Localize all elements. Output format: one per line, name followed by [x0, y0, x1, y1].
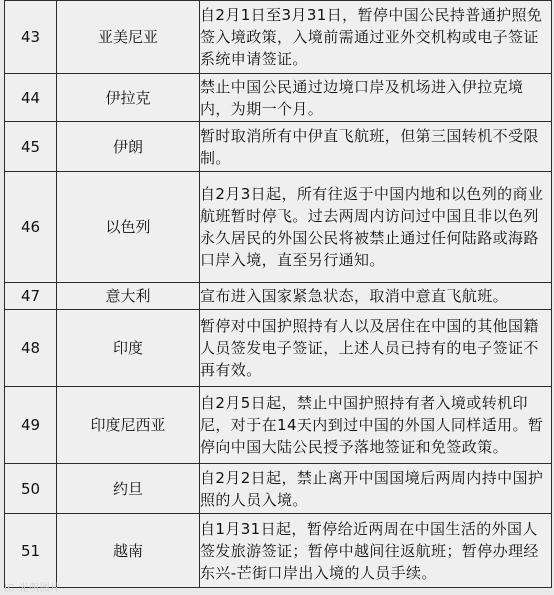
country-name: 越南: [57, 514, 200, 588]
policy-text: 自2月5日起，禁止中国护照持有者入境或转机印尼，对于在14天内到过中国的外国人同样适用。暂停向中国大陆公民授予落地签证和免签政策。: [200, 387, 552, 464]
row-number: 46: [5, 172, 57, 283]
row-number: 43: [5, 1, 57, 74]
policy-text: 禁止中国公民通过边境口岸及机场进入伊拉克境内，为期一个月。: [200, 74, 552, 122]
country-name: 印度: [57, 310, 200, 387]
row-number: 50: [5, 464, 57, 514]
row-number: 44: [5, 74, 57, 122]
row-number: 49: [5, 387, 57, 464]
entry-restrictions-table: [4, 0, 552, 588]
table-row: [5, 387, 552, 464]
table-row: [5, 172, 552, 283]
row-number: 47: [5, 283, 57, 310]
row-number: 48: [5, 310, 57, 387]
table-row: [5, 464, 552, 514]
table-row: [5, 514, 552, 588]
table-row: [5, 74, 552, 122]
country-name: 伊拉克: [57, 74, 200, 122]
table-row: [5, 122, 552, 172]
country-name: 亚美尼亚: [57, 1, 200, 74]
policy-text: 自2月3日起，所有往返于中国内地和以色列的商业航班暂时停飞。过去两周内访问过中国且非以色列永久居民的外国公民将被禁止通过任何陆路或海路口岸入境，直至另行通知。: [200, 172, 552, 283]
table-row: [5, 310, 552, 387]
policy-text: 自2月1日至3月31日，暂停中国公民持普通护照免签入境政策，入境前需通过亚外交机构或电子签证系统申请签证。: [200, 1, 552, 74]
table-row: [5, 283, 552, 310]
policy-text: 自1月31日起，暂停给近两周在中国生活的外国人签发旅游签证；暂停中越间往返航班；暂停办理经东兴-芒街口岸出入境的人员手续。: [200, 514, 552, 588]
policy-text: 暂时取消所有中伊直飞航班，但第三国转机不受限制。: [200, 122, 552, 172]
policy-text: 自2月2日起，禁止离开中国国境后两周内持中国护照的人员入境。: [200, 464, 552, 514]
policy-text: 宣布进入国家紧急状态，取消中意直飞航班。: [200, 283, 552, 310]
policy-text: 暂停对中国护照持有人以及居住在中国的其他国籍人员签发电子签证，上述人员已持有的电子签证不再有效。: [200, 310, 552, 387]
watermark: IC 光明图片: [4, 583, 61, 594]
country-name: 以色列: [57, 172, 200, 283]
country-name: 约旦: [57, 464, 200, 514]
country-name: 印度尼西亚: [57, 387, 200, 464]
row-number: 45: [5, 122, 57, 172]
country-name: 伊朗: [57, 122, 200, 172]
table-row: [5, 1, 552, 74]
row-number: 51: [5, 514, 57, 588]
country-name: 意大利: [57, 283, 200, 310]
